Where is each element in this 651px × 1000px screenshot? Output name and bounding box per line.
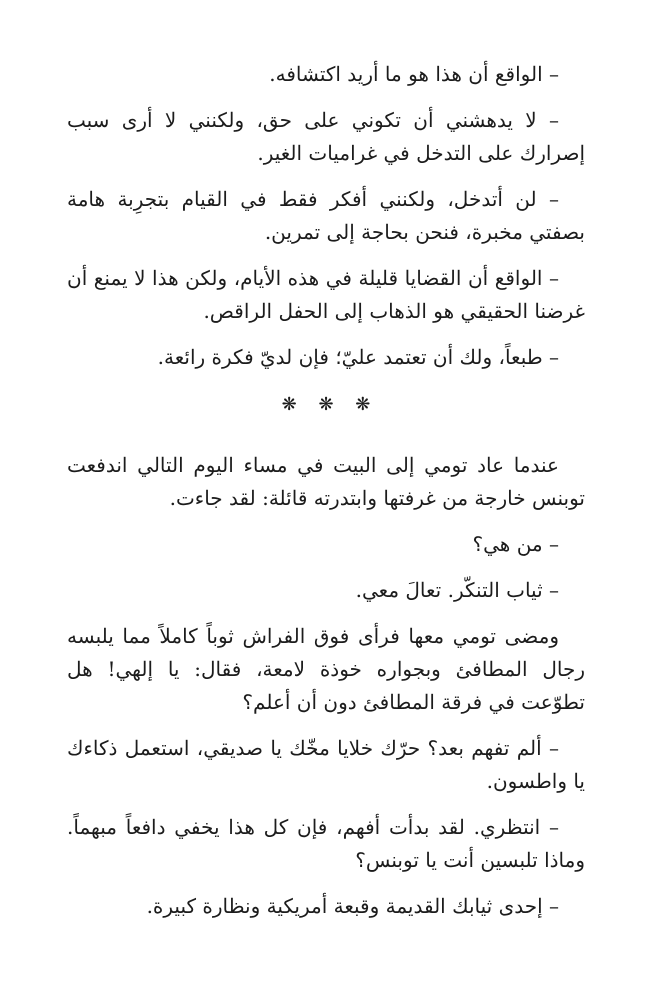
dialogue-paragraph: – لا يدهشني أن تكوني على حق، ولكنني لا أرى سبب إصرارك على التدخل في غراميات الغير. xyxy=(67,108,585,165)
section-separator xyxy=(67,388,585,421)
dialogue-paragraph: – طبعاً، ولك أن تعتمد عليّ؛ فإن لديّ فكرة رائعة. xyxy=(157,345,559,369)
dialogue-paragraph: – ألم تفهم بعد؟ حرّك خلايا مخّك يا صديقي، استعمل ذكاءك يا واطسون. xyxy=(67,736,585,793)
separator-ornament: ❋ xyxy=(355,394,371,415)
dialogue-paragraph: – من هي؟ xyxy=(472,532,559,556)
book-page xyxy=(67,58,585,923)
separator-ornament: ❋ xyxy=(318,394,334,415)
dialogue-paragraph: – ثياب التنكّر. تعالَ معي. xyxy=(355,578,559,602)
separator-ornament: ❋ xyxy=(281,394,297,415)
dialogue-paragraph: – إحدى ثيابك القديمة وقبعة أمريكية ونظارة كبيرة. xyxy=(146,894,559,918)
dialogue-paragraph: – الواقع أن هذا هو ما أريد اكتشافه. xyxy=(269,62,559,86)
narrative-paragraph: عندما عاد تومي إلى البيت في مساء اليوم التالي اندفعت توبنس خارجة من غرفتها وابتدرته قائلة: لقد جاءت. xyxy=(67,453,585,510)
narrative-paragraph: ومضى تومي معها فرأى فوق الفراش ثوباً كاملاً مما يلبسه رجال المطافئ وبجواره خوذة لامعة، فقال: يا إلهي! هل تطوّعت في فرقة المطافئ دون أن أعلم؟ xyxy=(67,624,585,714)
dialogue-paragraph: – لن أتدخل، ولكنني أفكر فقط في القيام بتجرِبة هامة بصفتي مخبرة، فنحن بحاجة إلى تمرين. xyxy=(67,187,585,244)
dialogue-paragraph: – انتظري. لقد بدأت أفهم، فإن كل هذا يخفي دافعاً مبهماً. وماذا تلبسين أنت يا توبنس؟ xyxy=(67,815,585,872)
dialogue-paragraph: – الواقع أن القضايا قليلة في هذه الأيام، ولكن هذا لا يمنع أن غرضنا الحقيقي هو الذهاب إلى الحفل الراقص. xyxy=(67,266,585,323)
